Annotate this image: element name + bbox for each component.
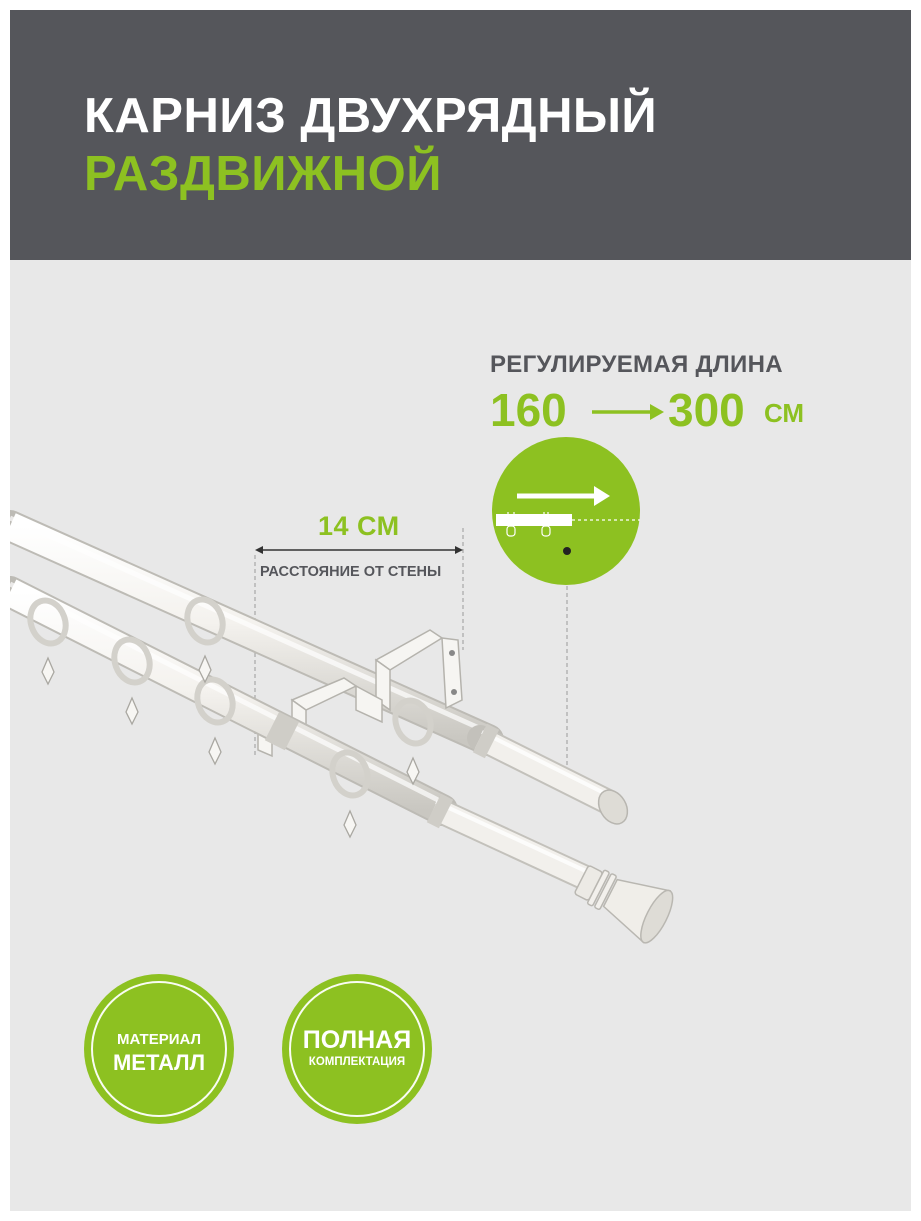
material-badge bbox=[84, 974, 234, 1124]
title-line-2: РАЗДВИЖНОЙ bbox=[84, 147, 442, 201]
full-kit-badge bbox=[282, 974, 432, 1124]
title-line-1: КАРНИЗ ДВУХРЯДНЫЙ bbox=[84, 89, 658, 143]
kit-sublabel: КОМПЛЕКТАЦИЯ bbox=[308, 1056, 406, 1068]
arrow-right-icon bbox=[590, 382, 666, 438]
material-value: МЕТАЛЛ bbox=[112, 1050, 206, 1075]
length-to: 300 bbox=[668, 384, 745, 436]
kit-label: ПОЛНАЯ bbox=[302, 1026, 412, 1054]
wall-distance-caption: РАССТОЯНИЕ ОТ СТЕНЫ bbox=[260, 564, 442, 580]
adjustable-length-label: РЕГУЛИРУЕМАЯ ДЛИНА bbox=[490, 351, 783, 378]
wall-distance-value: 14 СМ bbox=[318, 511, 400, 541]
length-unit: СМ bbox=[764, 398, 805, 428]
front-rod bbox=[10, 584, 679, 947]
product-card bbox=[10, 10, 911, 1211]
telescopic-extension-icon bbox=[492, 437, 640, 585]
length-from: 160 bbox=[490, 384, 567, 436]
material-label: МАТЕРИАЛ bbox=[116, 1031, 202, 1048]
